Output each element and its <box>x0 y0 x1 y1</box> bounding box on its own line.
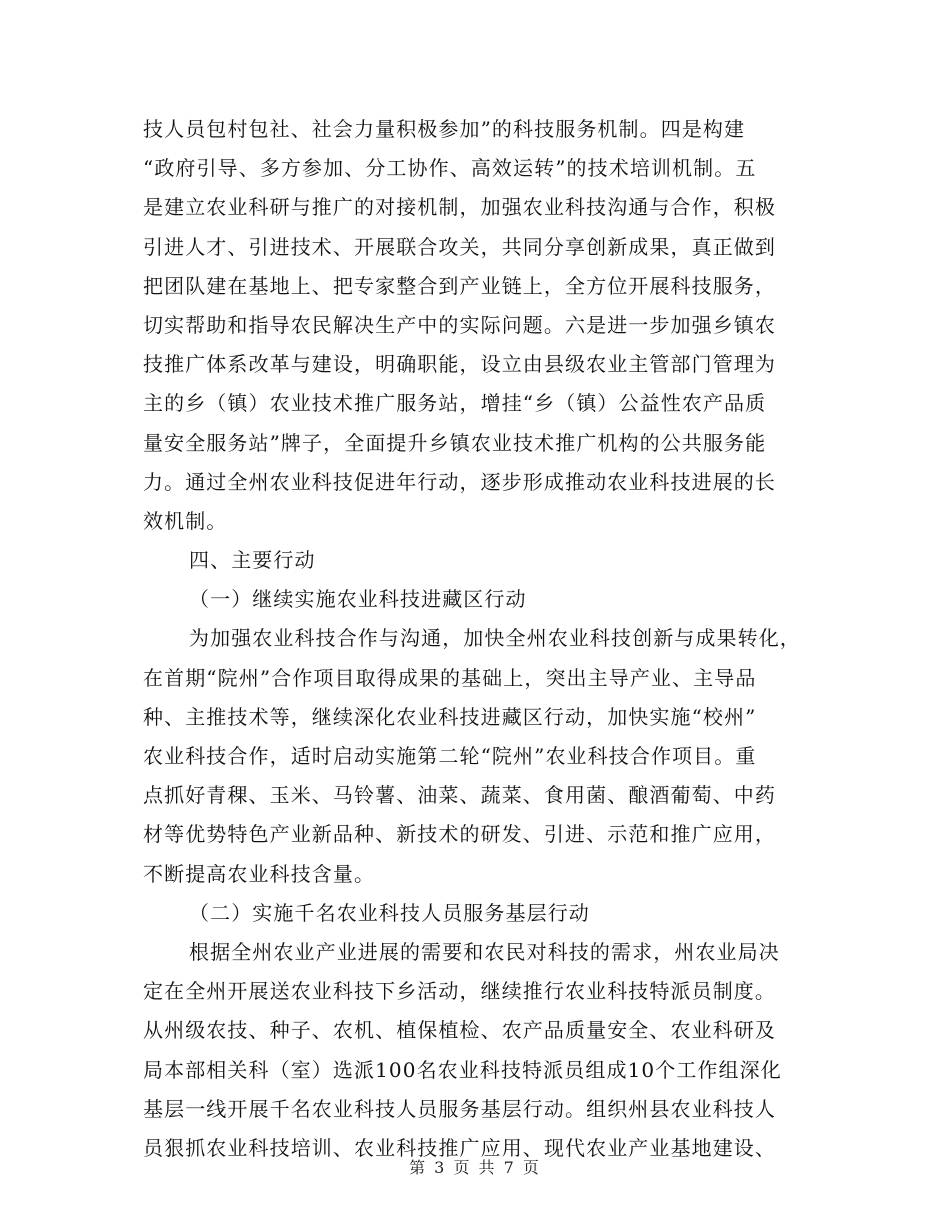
text-line: 在首期“院州”合作项目取得成果的基础上，突出主导产业、主导品 <box>143 665 757 690</box>
text-line: 主的乡（镇）农业技术推广服务站，增挂“乡（镇）公益性农产品质 <box>143 391 767 416</box>
text-line: 切实帮助和指导农民解决生产中的实际问题。六是进一步加强乡镇农 <box>143 312 776 337</box>
text-line: 基层一线开展千名农业科技人员服务基层行动。组织州县农业科技人 <box>143 1096 776 1121</box>
text-line: 引进人才、引进技术、开展联合攻关，共同分享创新成果，真正做到 <box>143 234 776 259</box>
text-line: 为加强农业科技合作与沟通，加快全州农业科技创新与成果转化， <box>189 626 801 651</box>
text-line: “政府引导、多方参加、分工协作、高效运转”的技术培训机制。五 <box>143 156 757 181</box>
text-line: 定在全州开展送农业科技下乡活动，继续推行农业科技特派员制度。 <box>143 979 776 1004</box>
page-number-footer: 第 3 页 共 7 页 <box>409 1158 541 1177</box>
text-line: 材等优势特色产业新品种、新技术的研发、引进、示范和推广应用， <box>143 822 776 847</box>
section-heading: 四、主要行动 <box>189 548 316 573</box>
text-line: 效机制。 <box>143 508 228 533</box>
text-line: 量安全服务站”牌子，全面提升乡镇农业技术推广机构的公共服务能 <box>143 430 767 455</box>
text-line: 根据全州农业产业进展的需要和农民对科技的需求，州农业局决 <box>189 939 780 964</box>
subsection-heading: （二）实施千名农业科技人员服务基层行动 <box>189 900 590 925</box>
text-line: 是建立农业科研与推广的对接机制，加强农业科技沟通与合作，积极 <box>143 195 776 220</box>
text-line: 不断提高农业科技含量。 <box>143 861 376 886</box>
text-line: 力。通过全州农业科技促进年行动，逐步形成推动农业科技进展的长 <box>143 469 776 494</box>
text-line: 种、主推技术等，继续深化农业科技进藏区行动，加快实施“校州” <box>143 704 757 729</box>
text-line: 技人员包村包社、社会力量积极参加”的科技服务机制。四是构建 <box>143 117 746 141</box>
text-line: 把团队建在基地上、把专家整合到产业链上，全方位开展科技服务， <box>143 273 776 298</box>
text-line: 技推广体系改革与建设，明确职能，设立由县级农业主管部门管理为 <box>143 352 776 377</box>
text-line: 从州级农技、种子、农机、植保植检、农产品质量安全、农业科研及 <box>143 1018 776 1043</box>
document-body <box>143 110 813 1168</box>
text-line: 农业科技合作，适时启动实施第二轮“院州”农业科技合作项目。重 <box>143 744 757 768</box>
subsection-heading: （一）继续实施农业科技进藏区行动 <box>189 587 527 612</box>
text-line: 员狠抓农业科技培训、农业科技推广应用、现代农业产业基地建设、 <box>143 1135 776 1160</box>
text-line: 点抓好青稞、玉米、马铃薯、油菜、蔬菜、食用菌、酿酒葡萄、中药 <box>143 783 776 808</box>
text-line: 局本部相关科（室）选派100名农业科技特派员组成10个工作组深化 <box>143 1057 782 1082</box>
